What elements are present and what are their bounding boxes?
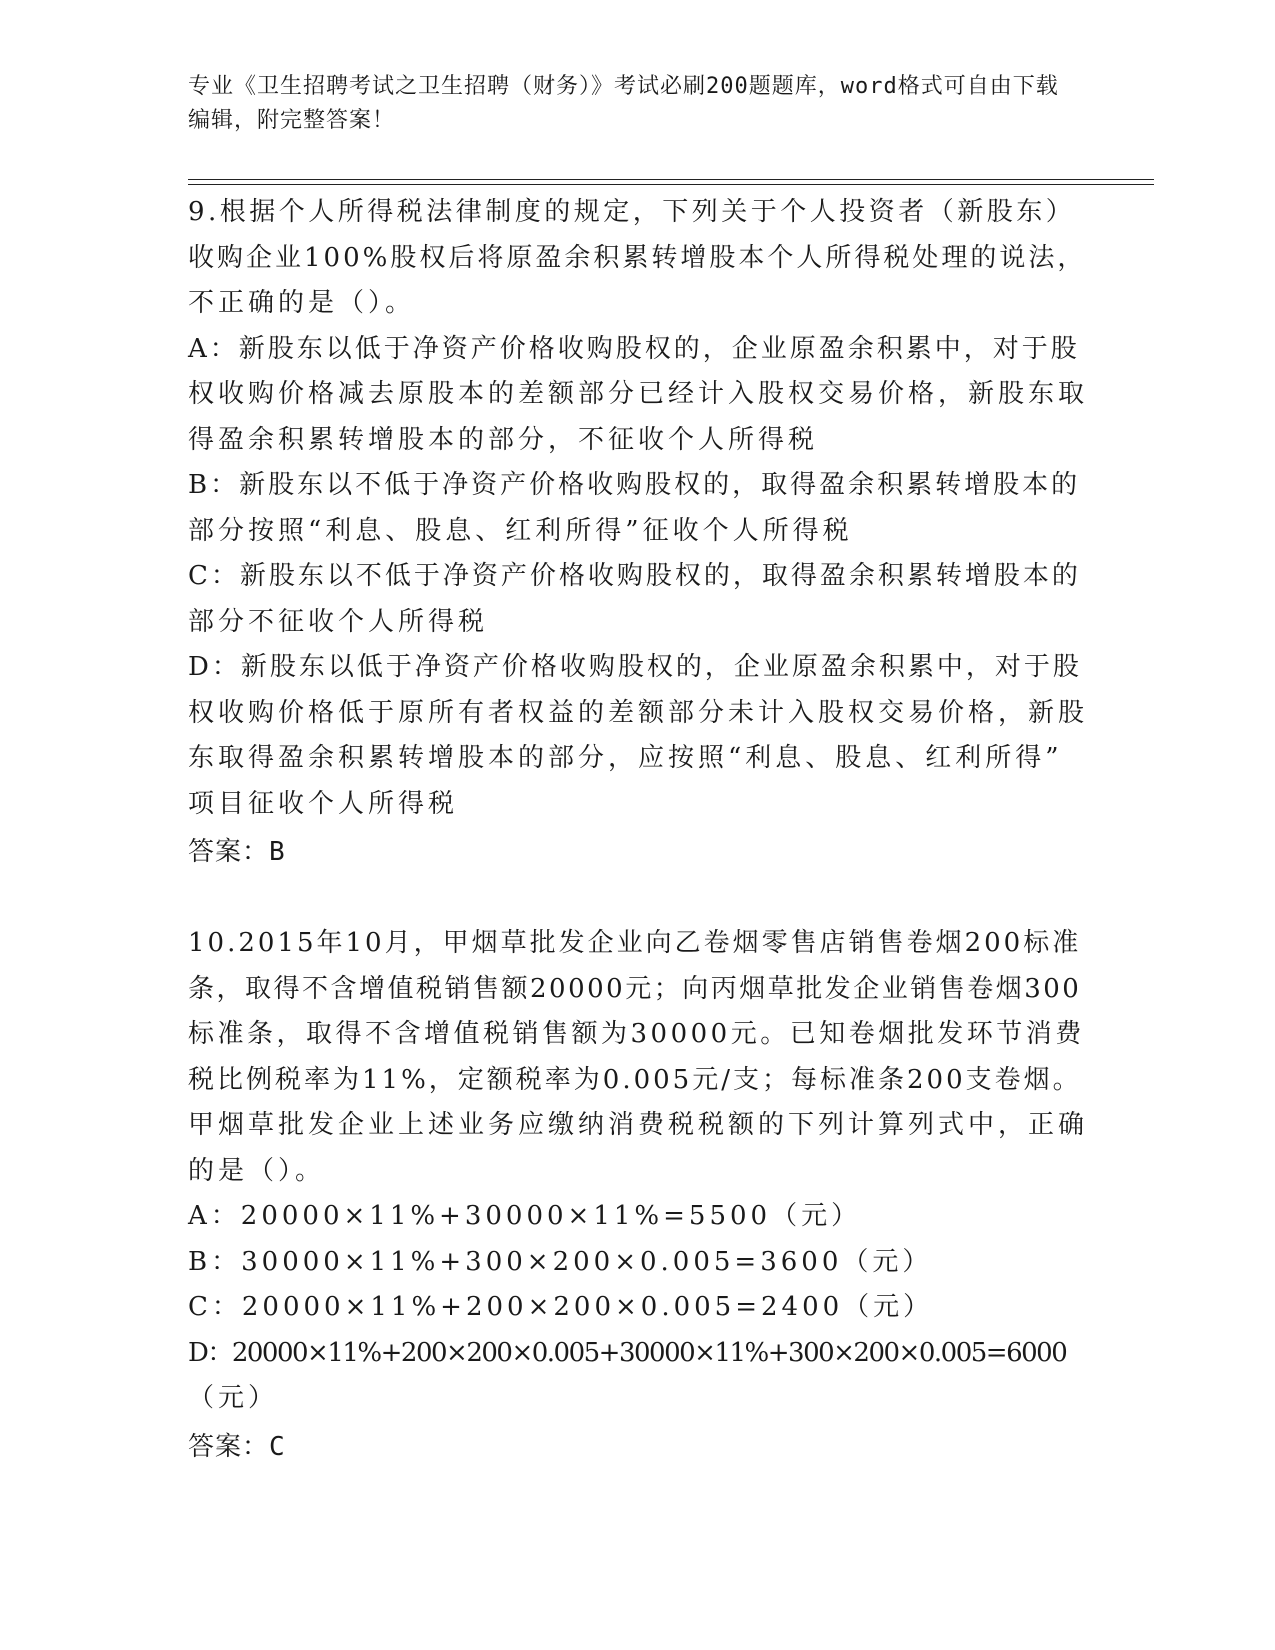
stem-line: 条，取得不含增值税销售额20000元；向丙烟草批发企业销售卷烟300: [188, 973, 1082, 1004]
question-list: [188, 190, 1088, 1472]
option-line: 部分按照“利息、股息、红利所得”征收个人所得税: [188, 515, 853, 546]
question-9: [188, 190, 1088, 877]
option-line: A：新股东以低于净资产价格收购股权的，企业原盈余积累中，对于股: [188, 333, 1080, 364]
option-line: D：20000×11%+200×200×0.005+30000×11%+300×200×0.005=6000: [188, 1337, 1067, 1368]
option-line: 权收购价格低于原所有者权益的差额部分未计入股权交易价格，新股: [188, 697, 1089, 728]
option-a: [188, 1194, 1088, 1240]
header-rule-top: [188, 179, 1154, 180]
option-line: C：20000×11%+200×200×0.005=2400（元）: [188, 1292, 934, 1322]
option-b: [188, 463, 1088, 554]
stem-line: 标准条，取得不含增值税销售额为30000元。已知卷烟批发环节消费: [188, 1019, 1085, 1049]
stem-line: 不正确的是（）。: [188, 288, 416, 318]
question-10: [188, 921, 1088, 1472]
document-header: 专业《卫生招聘考试之卫生招聘（财务）》考试必刷200题题库，word格式可自由下载编辑，附完整答案！: [188, 74, 1059, 133]
stem-line: 收购企业100%股权后将原盈余积累转增股本个人所得税处理的说法，: [188, 242, 1087, 273]
option-a: [188, 327, 1088, 464]
option-line: A：20000×11%+30000×11%=5500（元）: [188, 1201, 862, 1231]
stem-line: 的是（）。: [188, 1155, 326, 1186]
header-rule-bottom: [188, 184, 1154, 185]
option-line: B：30000×11%+300×200×0.005=3600（元）: [188, 1246, 933, 1277]
option-d: [188, 1331, 1088, 1422]
answer-label: 答案：C: [188, 1431, 286, 1462]
stem-line: 9.根据个人所得税法律制度的规定，下列关于个人投资者（新股东）: [188, 197, 1076, 227]
option-line: 项目征收个人所得税: [188, 788, 459, 819]
option-line: B：新股东以不低于净资产价格收购股权的，取得盈余积累转增股本的: [188, 470, 1081, 500]
question-spacer: [188, 877, 1088, 921]
option-c: [188, 554, 1088, 645]
stem-line: 甲烟草批发企业上述业务应缴纳消费税税额的下列计算列式中，正确: [188, 1110, 1089, 1140]
option-b: [188, 1240, 1088, 1286]
option-line: 得盈余积累转增股本的部分，不征收个人所得税: [188, 424, 819, 455]
option-line: （元）: [188, 1383, 279, 1413]
question-stem: [188, 190, 1088, 327]
option-c: [188, 1285, 1088, 1331]
question-stem: [188, 921, 1088, 1194]
option-line: D：新股东以低于净资产价格收购股权的，企业原盈余积累中，对于股: [188, 652, 1082, 682]
option-line: C：新股东以不低于净资产价格收购股权的，取得盈余积累转增股本的: [188, 561, 1081, 591]
option-d: [188, 645, 1088, 827]
stem-line: 税比例税率为11%，定额税率为0.005元/支；每标准条200支卷烟。: [188, 1064, 1082, 1095]
stem-line: 10.2015年10月，甲烟草批发企业向乙卷烟零售店销售卷烟200标准: [188, 928, 1082, 958]
answer-label: 答案：B: [188, 837, 286, 867]
option-line: 东取得盈余积累转增股本的部分，应按照“利息、股息、红利所得”: [188, 743, 1063, 773]
option-line: 权收购价格减去原股本的差额部分已经计入股权交易价格，新股东取: [188, 379, 1089, 409]
option-line: 部分不征收个人所得税: [188, 606, 489, 637]
